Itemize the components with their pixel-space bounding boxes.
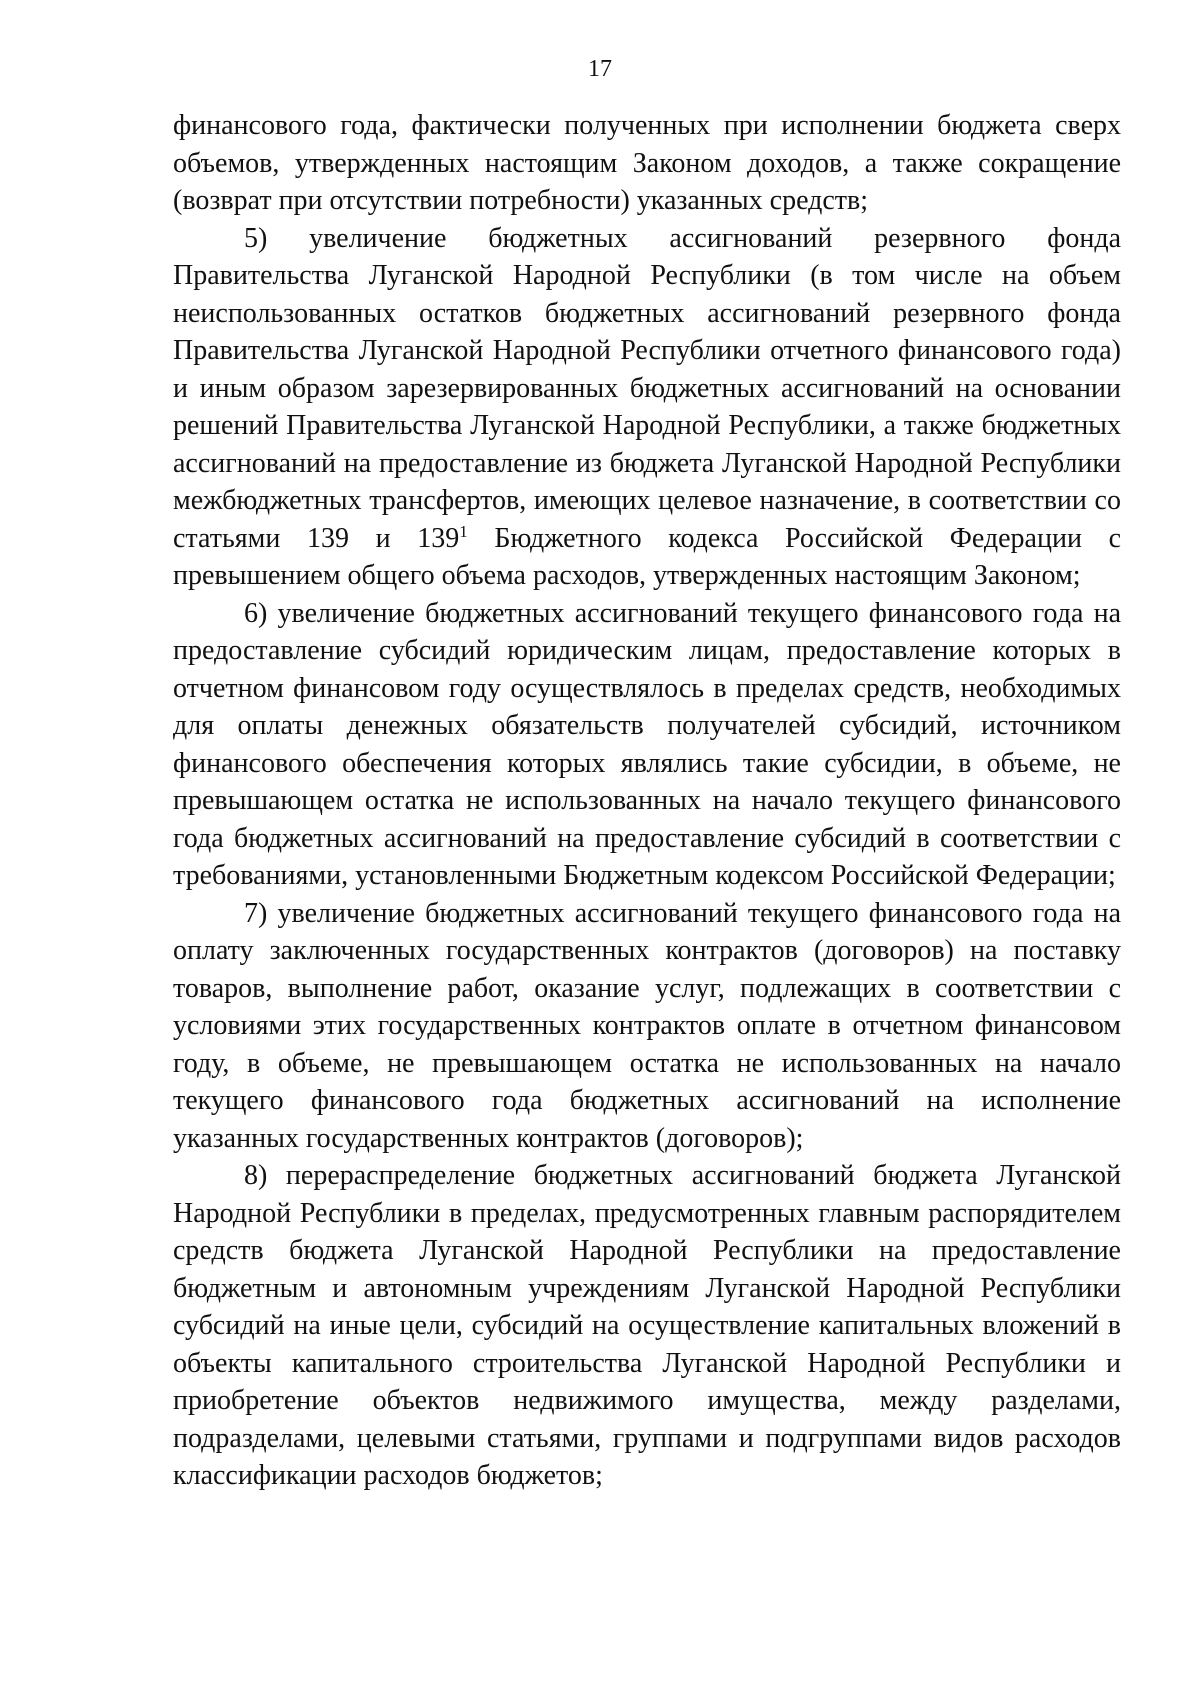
paragraph-item-5-text: 5) увеличение бюджетных ассигнований резервного фонда Правительства Луганской Народной Республики (в том числе на объем неиспользованных остатков бюджетных ассигнований резервного фонда Правительства Луганской Народной Республики отчетного финансового года) и иным образом зарезервированных бюджетных ассигнований на основании решений Правительства Луганской Народной Республики, а также бюджетных ассигнований на предоставление из бюджета Луганской Народной Республики межбюджетных трансфертов, имеющих целевое назначение, в соответствии со статьями 139 и 139: [173, 222, 1121, 554]
document-body: [173, 107, 1121, 1495]
paragraph-item-7: 7) увеличение бюджетных ассигнований текущего финансового года на оплату заключенных государственных контрактов (договоров) на поставку товаров, выполнение работ, оказание услуг, подлежащих в соответствии с условиями этих государственных контрактов оплате в отчетном финансовом году, в объеме, не превышающем остатка не использованных на начало текущего финансового года бюджетных ассигнований на исполнение указанных государственных контрактов (договоров);: [173, 897, 1121, 1154]
paragraph-item-5: [173, 220, 1121, 595]
paragraph-continuation: финансового года, фактически полученных при исполнении бюджета сверх объемов, утвержденных настоящим Законом доходов, а также сокращение (возврат при отсутствии потребности) указанных средств;: [173, 110, 1121, 216]
footnote-superscript: 1: [459, 521, 468, 541]
paragraph-item-8: 8) перераспределение бюджетных ассигнований бюджета Луганской Народной Республики в пределах, предусмотренных главным распорядителем средств бюджета Луганской Народной Республики на предоставление бюджетным и автономным учреждениям Луганской Народной Республики субсидий на иные цели, субсидий на осуществление капитальных вложений в объекты капитального строительства Луганской Народной Республики и приобретение объектов недвижимого имущества, между разделами, подразделами, целевыми статьями, группами и подгруппами видов расходов классификации расходов бюджетов;: [173, 1160, 1121, 1491]
paragraph-item-6: 6) увеличение бюджетных ассигнований текущего финансового года на предоставление субсидий юридическим лицам, предоставление которых в отчетном финансовом году осуществлялось в пределах средств, необходимых для оплаты денежных обязательств получателей субсидий, источником финансового обеспечения которых являлись такие субсидии, в объеме, не превышающем остатка не использованных на начало текущего финансового года бюджетных ассигнований на предоставление субсидий в соответствии с требованиями, установленными Бюджетным кодексом Российской Федерации;: [173, 597, 1121, 891]
page-number: 17: [588, 56, 612, 82]
paragraph-item-5-text-cont: Бюджетного кодекса Российской Федерации с превышением общего объема расходов, утвержденных настоящим Законом;: [173, 522, 1122, 591]
